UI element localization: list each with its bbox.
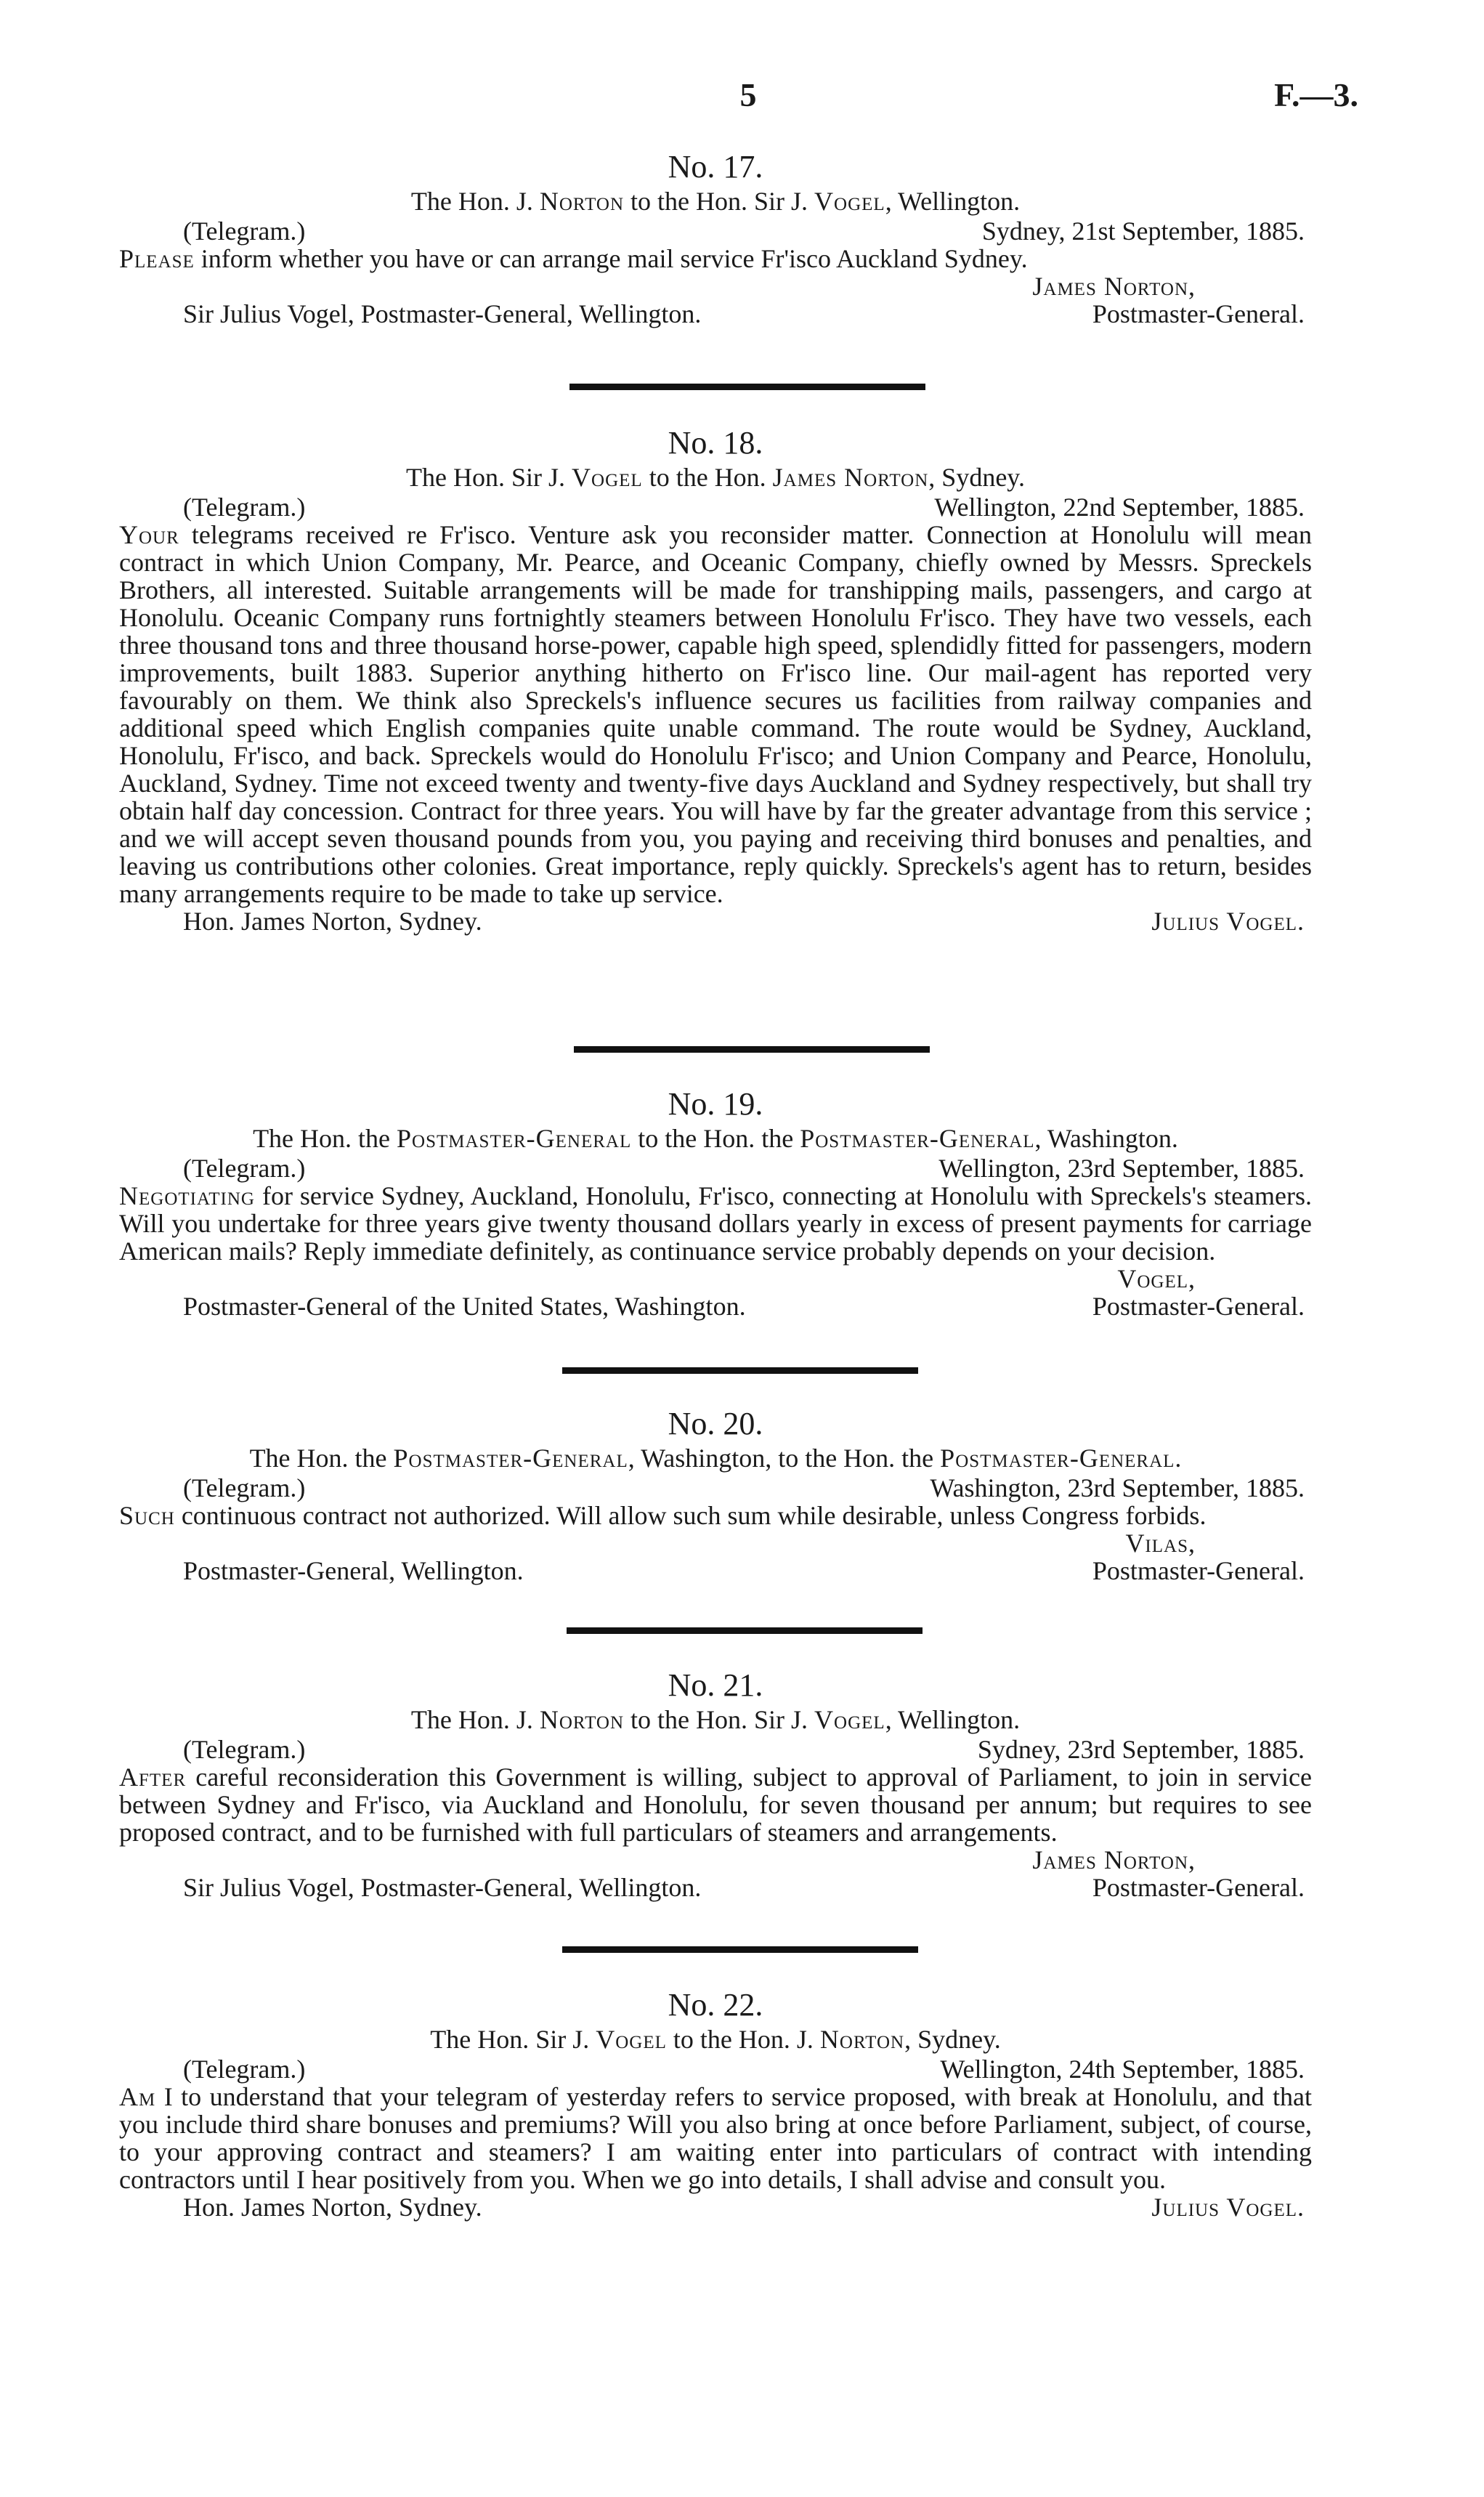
letter-number: No. 21. — [668, 1667, 763, 1703]
signature: Julius Vogel. — [1151, 907, 1305, 936]
place-date: Washington, 23rd September, 1885. — [930, 1473, 1305, 1502]
signature: James Norton, — [1032, 272, 1196, 301]
letter-header: The Hon. the Postmaster-General to the Hon. the Postmaster-General, Washington. — [253, 1124, 1178, 1153]
page-reference: F.—3. — [1274, 76, 1358, 113]
telegram-label: (Telegram.) — [183, 1473, 306, 1502]
place-date: Sydney, 21st September, 1885. — [981, 216, 1305, 246]
letter-number: No. 20. — [668, 1406, 763, 1441]
signature: Vogel, — [1117, 1264, 1196, 1293]
section-divider — [567, 1627, 923, 1634]
letter-body: Your telegrams received re Fr'isco. Venture ask you reconsider matter. Connection at Honolulu will mean contract in which Union Company, Mr. Pearce, and Oceanic Company, chiefly owned by Messrs. Spreckels Brothers, all interested. Suitable arrangements will be made for transhipping mails, passengers, and cargo at Honolulu. Oceanic Company runs fortnightly steamers between Honolulu Fr'isco. They have two vessels, each three thousand tons and three thousand horse-power, capable high speed, splendidly fitted for passengers, modern improvements, built 1883. Superior anything hitherto on Fr'isco line. Our mail-agent has reported very favourably on them. We think also Spreckels's influence secures us facilities from railway companies and additional speed which English companies quite unable command. The route would be Sydney, Auckland, Honolulu, Fr'isco, and back. Spreckels would do Honolulu Fr'isco; and Union Company and Pearce, Honolulu, Auckland, Sydney. Time not exceed twenty and twenty-five days Auckland and Sydney respectively, but shall try obtain half day concession. Contract for three years. You will have by far the greater advantage from this service ; and we will accept seven thousand pounds from you, you paying and receiving third bonuses and penalties, and leaving us contributions other colonies. Great importance, reply quickly. Spreckels's agent has to return, besides many arrangements require to be made to take up service. — [119, 520, 1313, 908]
letter-header: The Hon. Sir J. Vogel to the Hon. James Norton, Sydney. — [406, 463, 1025, 492]
place-date: Wellington, 23rd September, 1885. — [938, 1154, 1305, 1183]
page-number: 5 — [739, 76, 757, 113]
letter-header: The Hon. the Postmaster-General, Washington, to the Hon. the Postmaster-General. — [249, 1444, 1182, 1473]
letter-21 — [119, 1667, 1312, 1901]
section-divider — [562, 1946, 918, 1953]
addressee: Hon. James Norton, Sydney. — [183, 2193, 482, 2222]
signatory-title: Postmaster-General. — [1092, 1873, 1305, 1902]
telegram-label: (Telegram.) — [183, 216, 306, 246]
letter-header: The Hon. J. Norton to the Hon. Sir J. Vogel, Wellington. — [410, 187, 1021, 216]
signature: Vilas, — [1125, 1529, 1196, 1558]
letter-22 — [119, 1987, 1312, 2221]
letter-19 — [119, 1086, 1312, 1320]
place-date: Wellington, 24th September, 1885. — [940, 2055, 1305, 2084]
place-date: Sydney, 23rd September, 1885. — [977, 1735, 1305, 1764]
letter-number: No. 17. — [668, 149, 763, 185]
letter-number: No. 19. — [668, 1086, 763, 1122]
place-date: Wellington, 22nd September, 1885. — [934, 493, 1305, 522]
letter-number: No. 22. — [668, 1987, 763, 2023]
signatory-title: Postmaster-General. — [1092, 299, 1305, 328]
addressee: Postmaster-General of the United States, Washington. — [183, 1292, 746, 1321]
section-divider — [569, 384, 925, 390]
letter-body: Am I to understand that your telegram of yesterday refers to service proposed, with break at Honolulu, and that you include third share bonuses and premiums? Will you also bring at once before Parliament, subject, of course, to your approving contract and steamers? I am waiting enter into particulars of contract with intending contractors until I hear positively from you. When we go into details, I shall advise and consult you. — [119, 2082, 1313, 2194]
letter-header: The Hon. Sir J. Vogel to the Hon. J. Norton, Sydney. — [430, 2025, 1001, 2054]
letter-17 — [119, 149, 1312, 328]
letter-body: Such continuous contract not authorized. Will allow such sum while desirable, unless Congress forbids. — [119, 1501, 1207, 1530]
letter-20 — [119, 1406, 1312, 1585]
signatory-title: Postmaster-General. — [1092, 1292, 1305, 1321]
telegram-label: (Telegram.) — [183, 493, 306, 522]
telegram-label: (Telegram.) — [183, 1154, 306, 1183]
letter-body: Please inform whether you have or can arrange mail service Fr'isco Auckland Sydney. — [119, 244, 1028, 273]
telegram-label: (Telegram.) — [183, 1735, 306, 1764]
addressee: Sir Julius Vogel, Postmaster-General, Wellington. — [183, 1873, 702, 1902]
addressee: Postmaster-General, Wellington. — [183, 1556, 524, 1585]
section-divider — [574, 1046, 930, 1053]
section-divider — [562, 1367, 918, 1374]
signature: James Norton, — [1032, 1845, 1196, 1874]
addressee: Hon. James Norton, Sydney. — [183, 907, 482, 936]
letter-18 — [119, 425, 1312, 935]
signatory-title: Postmaster-General. — [1092, 1556, 1305, 1585]
signature: Julius Vogel. — [1151, 2193, 1305, 2222]
telegram-label: (Telegram.) — [183, 2055, 306, 2084]
letter-number: No. 18. — [668, 425, 763, 461]
letter-header: The Hon. J. Norton to the Hon. Sir J. Vogel, Wellington. — [410, 1705, 1021, 1734]
addressee: Sir Julius Vogel, Postmaster-General, Wellington. — [183, 299, 702, 328]
letter-body: After careful reconsideration this Government is willing, subject to approval of Parliament, to join in service between Sydney and Fr'isco, via Auckland and Honolulu, for seven thousand per annum; but requires to see proposed contract, and to be furnished with full particulars of steamers and arrangements. — [119, 1763, 1313, 1847]
letter-body: Negotiating for service Sydney, Auckland, Honolulu, Fr'isco, connecting at Honolulu with Spreckels's steamers. Will you undertake for three years give twenty thousand dollars yearly in excess of present payments for carriage American mails? Reply immediate definitely, as continuance service probably depends on your decision. — [119, 1181, 1313, 1266]
